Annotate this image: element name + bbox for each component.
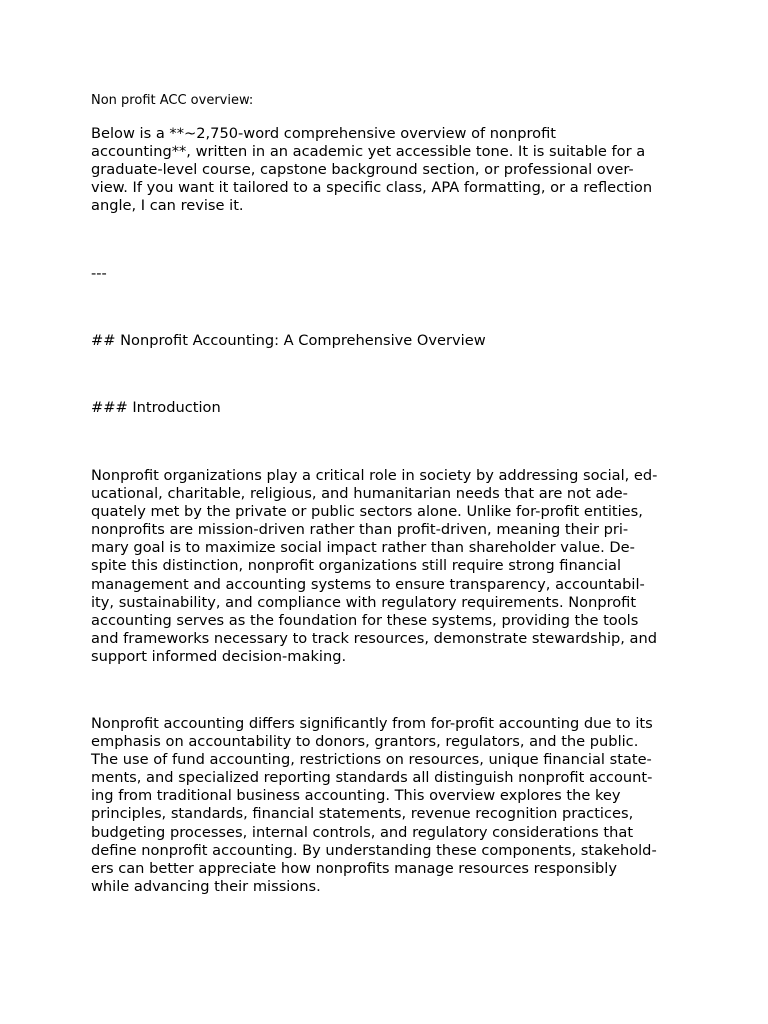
paragraph-line: ers can better appreciate how nonprofits manage resources responsibly [91,859,617,877]
paragraph-line: nonprofits are mission-driven rather than profit-driven, meaning their pri- [91,521,629,539]
paragraph-line: while advancing their missions. [91,877,321,895]
intro-line: view. If you want it tailored to a specific class, APA formatting, or a reflection [91,179,653,197]
document-title: Non profit ACC overview: [91,93,254,108]
intro-line: accounting**, written in an academic yet accessible tone. It is suitable for a [91,143,646,161]
paragraph-line: and frameworks necessary to track resources, demonstrate stewardship, and [91,629,657,647]
main-heading-text: ## Nonprofit Accounting: A Comprehensive Overview [91,332,486,349]
paragraph-line: Nonprofit organizations play a critical role in society by addressing social, ed- [91,467,658,484]
paragraph-line: define nonprofit accounting. By understanding these components, stakehold- [91,841,657,859]
section-heading-introduction [91,399,691,417]
body-paragraph-2 [91,715,691,896]
paragraph-line: accounting serves as the foundation for these systems, providing the tools [91,611,639,629]
paragraph-line: emphasis on accountability to donors, grantors, regulators, and the public. [91,733,639,751]
paragraph-line: mary goal is to maximize social impact rather than shareholder value. De- [91,539,635,557]
intro-paragraph [91,125,691,215]
paragraph-line: The use of fund accounting, restrictions on resources, unique financial state- [91,751,652,769]
main-heading [91,332,691,350]
section-heading-text: ### Introduction [91,399,221,416]
separator [91,265,691,283]
paragraph-line: principles, standards, financial statements, revenue recognition practices, [91,805,634,823]
intro-line: angle, I can revise it. [91,197,244,215]
paragraph-line: ments, and specialized reporting standards all distinguish nonprofit account- [91,769,653,787]
paragraph-line: ucational, charitable, religious, and humanitarian needs that are not ade- [91,485,628,503]
paragraph-line: Nonprofit accounting differs significantly from for-profit accounting due to its [91,715,653,732]
paragraph-line: ing from traditional business accounting. This overview explores the key [91,787,621,805]
paragraph-line: ity, sustainability, and compliance with regulatory requirements. Nonprofit [91,593,637,611]
paragraph-line: spite this distinction, nonprofit organizations still require strong financial [91,557,622,575]
intro-line: graduate-level course, capstone background section, or professional over- [91,161,634,179]
intro-line: Below is a **~2,750-word comprehensive overview of nonprofit [91,125,556,142]
separator-text: --- [91,265,107,282]
paragraph-line: support informed decision-making. [91,647,347,665]
paragraph-line: management and accounting systems to ensure transparency, accountabil- [91,575,645,593]
body-paragraph-1 [91,467,691,666]
paragraph-line: quately met by the private or public sectors alone. Unlike for-profit entities, [91,503,643,521]
paragraph-line: budgeting processes, internal controls, and regulatory considerations that [91,823,634,841]
